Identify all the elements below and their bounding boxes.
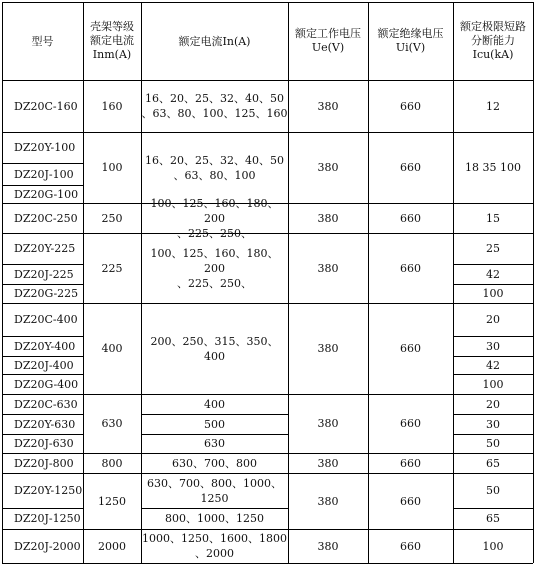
model-cell: DZ20Y-225 bbox=[14, 242, 76, 255]
ue-cell: 380 bbox=[317, 417, 339, 430]
rated-current-cell: 630、700、800 bbox=[172, 456, 257, 470]
model-cell: DZ20J-400 bbox=[14, 358, 74, 372]
header-rated-current: 额定电流In(A) bbox=[178, 34, 251, 48]
header-ui: 额定绝缘电压 Ui(V) bbox=[377, 27, 444, 54]
rated-current-cell: 1000、1250、1600、1800 、2000 bbox=[142, 532, 287, 560]
icu-cell: 42 bbox=[486, 267, 500, 281]
icu-cell: 100 bbox=[482, 377, 504, 391]
frame-current-cell: 2000 bbox=[98, 539, 126, 553]
rated-current-cell: 100、125、160、180、200 、225、250、 bbox=[150, 196, 279, 240]
model-cell: DZ20Y-630 bbox=[14, 417, 76, 431]
header-icu: 额定极限短路 分断能力 Icu(kA) bbox=[460, 20, 526, 61]
frame-current-cell: 630 bbox=[101, 417, 123, 430]
frame-current-cell: 800 bbox=[101, 456, 123, 470]
model-cell: DZ20J-100 bbox=[14, 167, 74, 181]
ue-cell: 380 bbox=[317, 456, 339, 470]
model-cell: DZ20J-800 bbox=[14, 456, 74, 470]
icu-cell: 42 bbox=[486, 358, 500, 372]
ui-cell: 660 bbox=[400, 539, 421, 553]
header-frame-current: 壳架等级 额定电流 Inm(A) bbox=[90, 20, 134, 61]
model-cell: DZ20G-225 bbox=[14, 287, 79, 300]
ui-cell: 660 bbox=[400, 261, 421, 275]
rated-current-cell: 16、20、25、32、40、50 、63、80、100、125、160 bbox=[141, 92, 288, 120]
icu-cell: 18 35 100 bbox=[465, 161, 521, 174]
model-cell: DZ20G-100 bbox=[14, 187, 79, 201]
rated-current-cell: 630、700、800、1000、 1250 bbox=[147, 476, 282, 505]
icu-cell: 12 bbox=[486, 99, 500, 113]
frame-current-cell: 1250 bbox=[98, 494, 126, 508]
ui-cell: 660 bbox=[400, 417, 421, 430]
header-model: 型号 bbox=[31, 34, 54, 48]
model-cell: DZ20C-250 bbox=[14, 211, 78, 225]
ui-cell: 660 bbox=[400, 494, 421, 508]
rated-current-cell: 100、125、160、180、200 、225、250、 bbox=[150, 246, 279, 290]
ui-cell: 660 bbox=[400, 211, 421, 225]
model-cell: DZ20J-2000 bbox=[14, 539, 81, 553]
ue-cell: 380 bbox=[317, 494, 339, 508]
ui-cell: 660 bbox=[400, 99, 421, 113]
icu-cell: 100 bbox=[482, 287, 504, 300]
rated-current-cell: 200、250、315、350、400 bbox=[150, 334, 279, 363]
rated-current-cell: 16、20、25、32、40、50 、63、80、100 bbox=[145, 153, 284, 182]
frame-current-cell: 225 bbox=[101, 261, 123, 275]
model-cell: DZ20G-400 bbox=[14, 377, 79, 391]
icu-cell: 15 bbox=[486, 211, 500, 225]
model-cell: DZ20C-400 bbox=[14, 313, 78, 326]
icu-cell: 25 bbox=[486, 242, 500, 255]
header-ue: 额定工作电压 Ue(V) bbox=[295, 27, 361, 54]
icu-cell: 65 bbox=[486, 512, 500, 525]
ue-cell: 380 bbox=[317, 161, 339, 174]
model-cell: DZ20C-160 bbox=[14, 99, 78, 113]
ue-cell: 380 bbox=[317, 261, 339, 275]
rated-current-cell: 630 bbox=[204, 437, 225, 450]
icu-cell: 20 bbox=[486, 397, 500, 411]
icu-cell: 30 bbox=[486, 339, 500, 353]
icu-cell: 20 bbox=[486, 313, 500, 326]
icu-cell: 100 bbox=[482, 539, 504, 553]
frame-current-cell: 160 bbox=[101, 99, 123, 113]
frame-current-cell: 400 bbox=[101, 342, 123, 355]
model-cell: DZ20J-630 bbox=[14, 437, 74, 450]
model-cell: DZ20Y-100 bbox=[14, 141, 76, 154]
icu-cell: 30 bbox=[486, 417, 500, 431]
model-cell: DZ20Y-1250 bbox=[14, 484, 83, 497]
model-cell: DZ20J-1250 bbox=[14, 512, 81, 525]
ue-cell: 380 bbox=[317, 539, 339, 553]
rated-current-cell: 500 bbox=[204, 417, 225, 431]
frame-current-cell: 250 bbox=[101, 211, 123, 225]
ui-cell: 660 bbox=[400, 161, 421, 174]
icu-cell: 50 bbox=[486, 484, 500, 497]
rated-current-cell: 400 bbox=[204, 397, 225, 411]
ue-cell: 380 bbox=[317, 342, 339, 355]
ui-cell: 660 bbox=[400, 456, 421, 470]
icu-cell: 50 bbox=[486, 437, 500, 450]
frame-current-cell: 100 bbox=[101, 161, 123, 174]
model-cell: DZ20J-225 bbox=[14, 267, 74, 281]
ue-cell: 380 bbox=[317, 211, 339, 225]
model-cell: DZ20C-630 bbox=[14, 397, 78, 411]
rated-current-cell: 800、1000、1250 bbox=[165, 512, 264, 525]
icu-cell: 65 bbox=[486, 456, 500, 470]
model-cell: DZ20Y-400 bbox=[14, 339, 76, 353]
ui-cell: 660 bbox=[400, 342, 421, 355]
ue-cell: 380 bbox=[317, 99, 339, 113]
